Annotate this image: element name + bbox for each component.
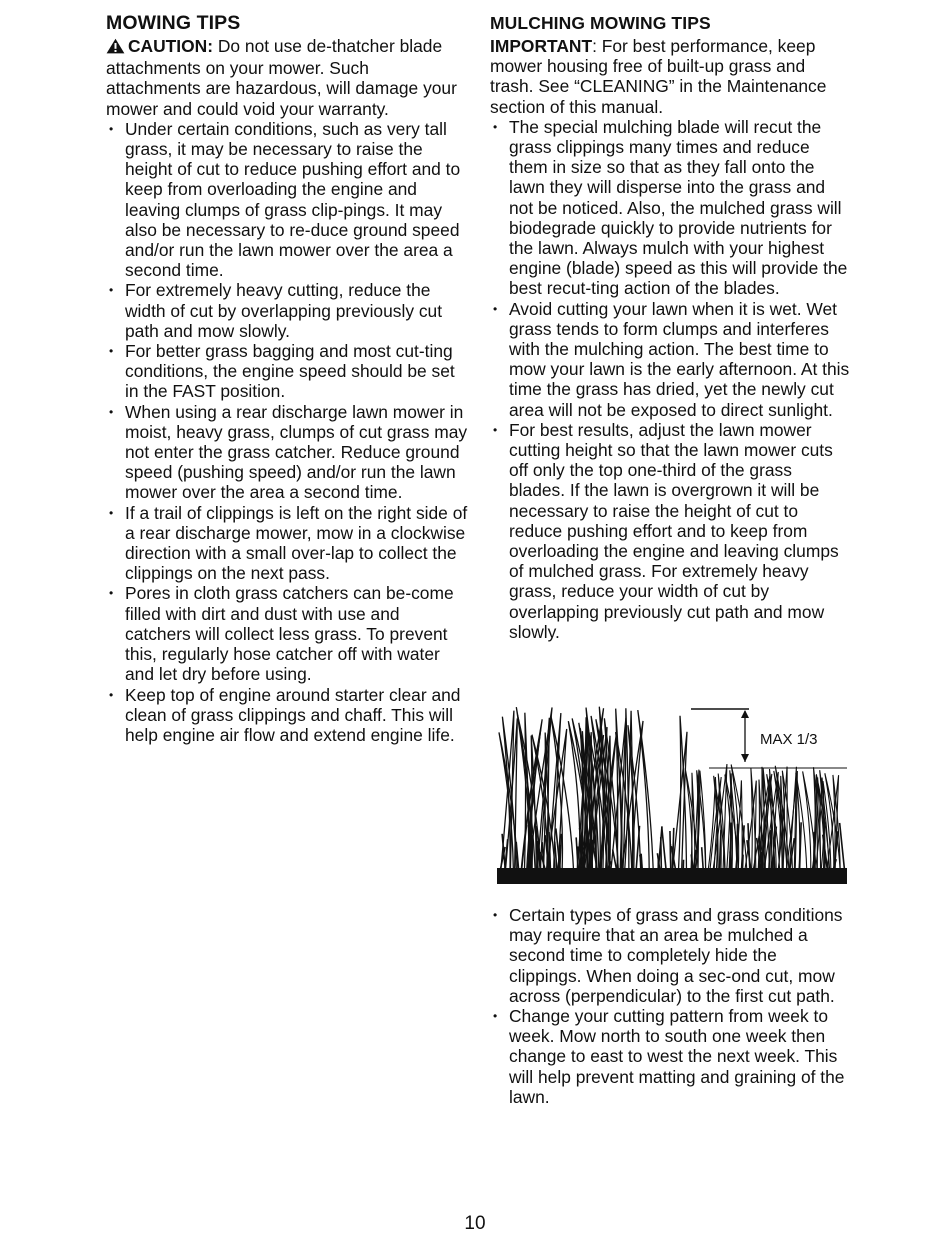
max-one-third-label: MAX 1/3 [760,731,818,748]
list-item: • Keep top of engine around starter clear and clean of grass clippings and chaff. This will help engine air flow and extend engine life. [106,685,468,746]
grass-shadow-stroke [613,849,617,870]
grass-shadow-stroke [742,855,743,870]
grass-shadow-stroke [532,835,533,870]
important-text: : For best performance, keep mower housing free of built-up grass and trash. See “CLEANING” in the Maintenance section of this manual. [490,36,827,117]
mowing-tips-title: MOWING TIPS [106,12,241,34]
grass-base [497,868,847,884]
page-number: 10 [464,1213,486,1234]
grass-shadow-stroke [737,824,738,870]
grass-shadow-stroke [702,847,704,870]
grass-shadow-stroke [670,844,671,870]
list-item: • Certain types of grass and grass conditions may require that an area be mulched a second time to completely hide the clippings. When doing a sec-ond cut, mow across (perpendicular) to the first cut path. [490,905,852,1006]
caution-text: Do not use de-thatcher blade attachments on your mower. Such attachments are hazardous, will damage your mower and could void your warranty. [106,36,457,119]
grass-shadow-stroke [577,846,578,870]
mulching-tips-list-continued [490,905,852,1107]
list-item: • For extremely heavy cutting, reduce the width of cut by overlapping previously cut path and mow slowly. [106,280,468,341]
grass-shadow-stroke [748,823,750,870]
warning-triangle-icon [106,38,125,58]
caution-label: CAUTION: [128,36,214,56]
list-item: • For better grass bagging and most cut-ting conditions, the engine speed should be set in the FAST position. [106,341,468,402]
grass-cut-height-illustration [497,702,847,884]
mulching-tips-continued [490,905,852,1107]
grass-shadow-stroke [661,837,662,870]
list-item: • For best results, adjust the lawn mower cutting height so that the lawn mower cuts off only the top one-third of the grass blades. If the lawn is overgrown it will be necessary to raise the height of cut to reduce pushing effort and to keep from overloading the engine and leaving clumps of mulched grass. For extremely heavy grass, reduce your width of cut by overlapping previously cut path and mow slowly. [490,420,852,642]
mulching-tips-title: MULCHING MOWING TIPS [490,13,711,33]
mulching-tips-list [490,117,852,642]
list-item: • Avoid cutting your lawn when it is wet. Wet grass tends to form clumps and interferes with the mulching action. The best time to mow your lawn is the early afternoon. At this time the grass has dried, yet the newly cut area will not be exposed to direct sunlight. [490,299,852,420]
important-label: IMPORTANT [490,36,593,56]
arrow-down-icon [741,754,749,762]
list-item: • When using a rear discharge lawn mower in moist, heavy grass, clumps of cut grass may not enter the grass catcher. Reduce ground speed (pushing speed) and/or run the lawn mower over the area a second time. [106,402,468,503]
arrow-up-icon [741,710,749,718]
important-paragraph [490,36,852,117]
mowing-tips-column [106,10,468,745]
grass-shadow-stroke [662,827,666,870]
grass-blades-drawing [497,702,847,884]
list-item: • If a trail of clippings is left on the right side of a rear discharge mower, mow in a clockwise direction with a small over-lap to collect the clippings on the next pass. [106,503,468,584]
grass-shadow-stroke [636,826,639,870]
list-item: • The special mulching blade will recut the grass clippings many times and reduce them in size so that as they fall onto the lawn they will disperse into the grass and not be noticed. Also, the mulched grass will biodegrade quickly to provide nutrients for the lawn. Always mulch with your highest engine (blade) speed as this will provide the best recut-ting action of the blades. [490,117,852,299]
caution-paragraph [106,36,468,119]
mowing-tips-list [106,119,468,745]
list-item: • Change your cutting pattern from week to week. Mow north to south one week then change to east to west the next week. This will help prevent matting and graining of the lawn. [490,1006,852,1107]
list-item: • Under certain conditions, such as very tall grass, it may be necessary to raise the height of cut to reduce pushing effort and to keep from overloading the engine and leaving clumps of grass clip-pings. It may also be necessary to re-duce ground speed and/or run the lawn mower over the area a second time. [106,119,468,281]
mulching-tips-column [490,10,852,642]
list-item: • Pores in cloth grass catchers can be-come filled with dirt and dust with use and catchers will collect less grass. To prevent this, regularly hose catcher off with water and let dry before using. [106,583,468,684]
